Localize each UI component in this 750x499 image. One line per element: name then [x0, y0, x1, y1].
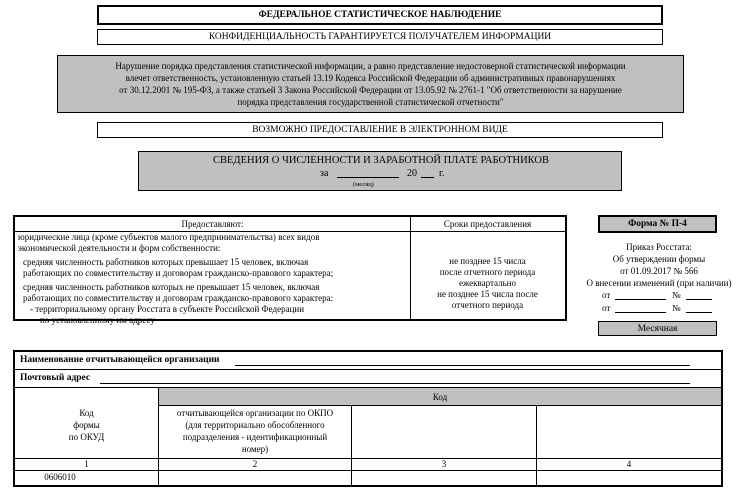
okud-header-line-2: формы: [73, 420, 100, 430]
provider-line-5: средняя численность работников которых не превышает 15 человек, включая: [23, 282, 320, 292]
amendment-from-label-1: от: [602, 290, 611, 300]
period-prefix: за: [320, 168, 329, 179]
amendment-number-field-2[interactable]: [686, 303, 712, 313]
period-suffix: г.: [439, 168, 445, 179]
form-number-box: [598, 215, 717, 233]
confidentiality-text: КОНФИДЕНЦИАЛЬНОСТЬ ГАРАНТИРУЕТСЯ ПОЛУЧАТЕЛЕМ ИНФОРМАЦИИ: [208, 32, 552, 42]
deadline-line-3: ежеквартально: [459, 278, 516, 288]
providers-list: [18, 232, 333, 326]
col-number-3: 3: [441, 459, 447, 469]
address-field[interactable]: [100, 373, 690, 384]
provider-line-2: экономической деятельности и форм собственности:: [18, 243, 221, 253]
provider-line-4: работающих по совместительству и договорам гражданско-правового характера;: [23, 268, 334, 278]
period-year-label: 20: [407, 168, 417, 179]
electronic-text: ВОЗМОЖНО ПРЕДОСТАВЛЕНИЕ В ЭЛЕКТРОННОМ ВИДЕ: [252, 125, 508, 135]
okpo-value-cell[interactable]: [159, 471, 351, 483]
provider-line-7: - территориальному органу Росстата в субъекте Российской Федерации: [30, 304, 305, 314]
amendment-number-field-1[interactable]: [686, 290, 712, 300]
warning-line-3: от 30.12.2001 № 195-ФЗ, а также статьей 3 Закона Российской Федерации от 13.05.92 № 2761-1 "Об ответственности за нарушение: [119, 85, 622, 95]
amendment-from-label-2: от: [602, 303, 611, 313]
okud-value: 0606010: [44, 472, 76, 482]
org-row-rule-1: [15, 369, 721, 370]
form-number: Форма № П-4: [628, 219, 687, 229]
amendment-date-field-1[interactable]: [615, 290, 666, 300]
electronic-submission-notice: [97, 122, 663, 138]
report-title: СВЕДЕНИЯ О ЧИСЛЕННОСТИ И ЗАРАБОТНОЙ ПЛАТЕ РАБОТНИКОВ: [213, 155, 549, 166]
org-name-label: Наименование отчитывающейся организации: [20, 355, 220, 365]
amendment-date-field-2[interactable]: [615, 303, 666, 313]
okpo-header-line-3: подразделения - идентификационный: [182, 432, 328, 442]
provider-line-1: юридические лица (кроме субъектов малого предпринимательства) всех видов: [18, 232, 320, 242]
deadline-line-2: после отчетного периода: [439, 267, 536, 277]
deadlines-header: Сроки предоставления: [443, 219, 532, 229]
period-month-field[interactable]: [337, 167, 399, 178]
okpo-header: [159, 407, 351, 455]
deadline-line-4: не позднее 15 числа после: [437, 289, 538, 299]
okpo-header-line-1: отчитывающейся организации по ОКПО: [176, 408, 334, 418]
providers-table: [13, 215, 567, 325]
organization-table: [13, 350, 723, 487]
federal-observation-text: ФЕДЕРАЛЬНОЕ СТАТИСТИЧЕСКОЕ НАБЛЮДЕНИЕ: [258, 10, 502, 20]
code-value-cell-4[interactable]: [537, 471, 721, 483]
col-number-4: 4: [626, 459, 632, 469]
okud-header: [15, 407, 158, 443]
liability-warning: [57, 55, 684, 113]
deadline-line-5: отчетного периода: [451, 300, 524, 310]
period-year-field[interactable]: [421, 167, 434, 178]
okud-header-line-1: Код: [79, 408, 94, 418]
order-line-2: Об утверждении формы: [612, 254, 706, 264]
order-line-4: О внесении изменений (при наличии): [586, 278, 732, 288]
okpo-header-line-2: (для территориально обособленного: [185, 420, 325, 430]
deadline-line-1: не позднее 15 числа: [449, 256, 526, 266]
report-title-box: [138, 151, 622, 191]
address-label: Почтовый адрес: [20, 373, 91, 383]
warning-line-4: порядка представления государственной статистической отчетности": [237, 97, 504, 107]
order-line-1: Приказ Росстата:: [626, 242, 692, 252]
warning-line-1: Нарушение порядка представления статистической информации, а равно представление недостоверной статистической информации: [115, 61, 626, 71]
frequency-text: Месячная: [637, 323, 678, 334]
providers-header: Предоставляют:: [181, 219, 244, 229]
warning-line-2: влечет ответственность, установленную статьей 13.19 Кодекса Российской Федерации об административных правонарушениях: [125, 73, 616, 83]
deadlines-list: [410, 256, 565, 311]
code-header: [159, 388, 721, 406]
provider-line-3: средняя численность работников которых превышает 15 человек, включая: [23, 257, 309, 267]
amendment-number-label-1: №: [672, 290, 681, 300]
col-number-1: 1: [84, 459, 89, 469]
order-line-3: от 01.09.2017 № 566: [620, 266, 698, 276]
frequency-box: [598, 321, 717, 336]
provider-line-8: по установленному им адресу: [40, 315, 155, 325]
okpo-header-line-4: номер): [241, 444, 269, 454]
federal-observation-header: [97, 5, 663, 25]
org-name-field[interactable]: [235, 355, 690, 366]
month-caption: (месяц): [353, 181, 374, 188]
provider-line-6: работающих по совместительству и договорам гражданско-правового характера:: [23, 293, 334, 303]
code-header-text: Код: [432, 392, 448, 402]
amendment-number-label-2: №: [672, 303, 681, 313]
col-number-2: 2: [252, 459, 258, 469]
confidentiality-notice: [97, 29, 663, 45]
order-info: [568, 241, 750, 289]
okud-header-line-3: по ОКУД: [68, 432, 105, 442]
code-value-cell-3[interactable]: [352, 471, 536, 483]
